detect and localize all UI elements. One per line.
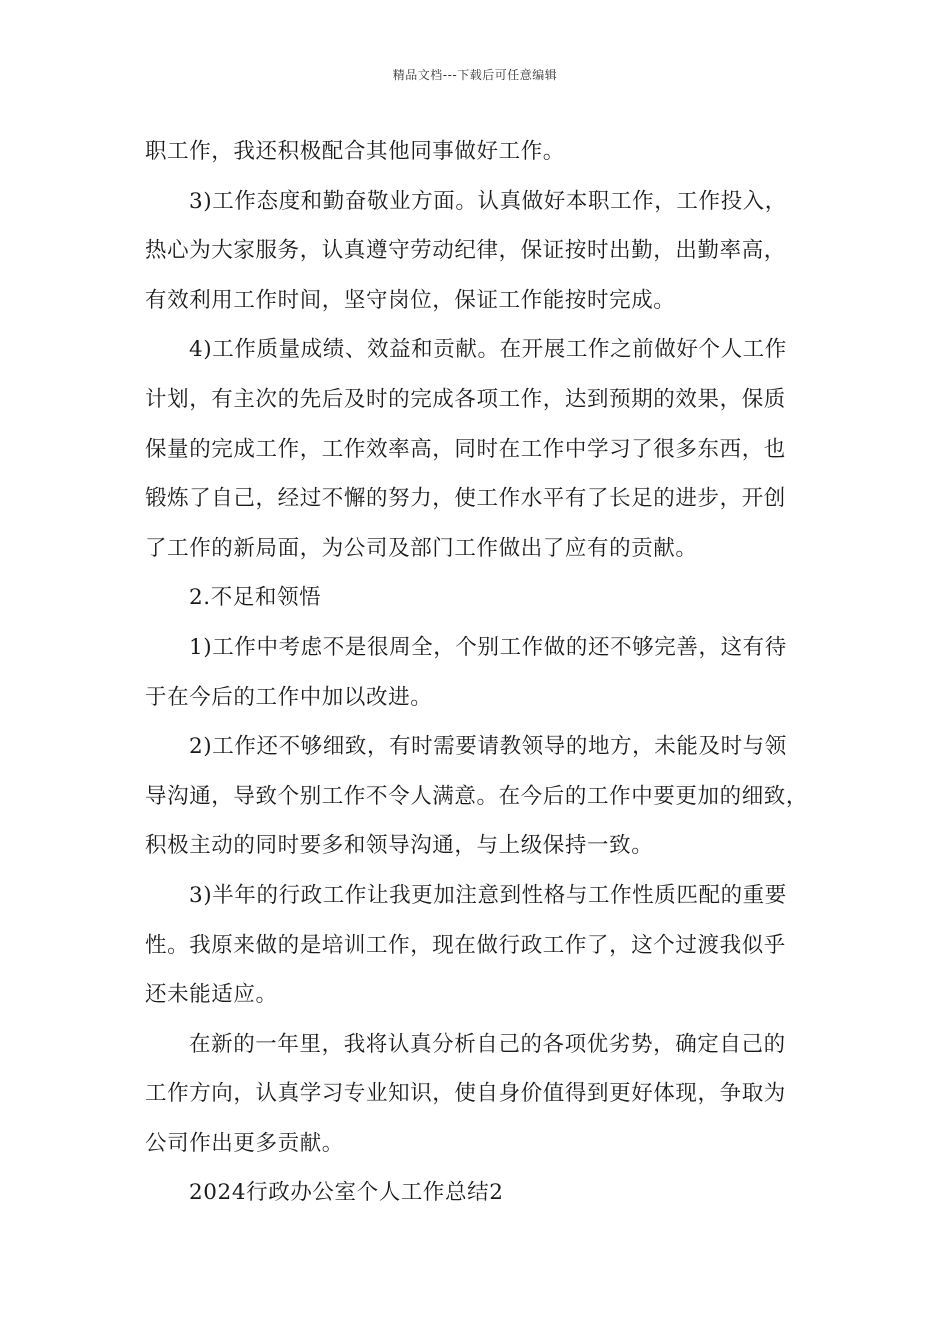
text-line: 积极主动的同时要多和领导沟通，与上级保持一致。 [145, 833, 654, 859]
document-title: 2024行政办公室个人工作总结2 [189, 1180, 504, 1206]
text-line: 职工作，我还积极配合其他同事做好工作。 [145, 139, 565, 164]
page-header: 精品文档---下载后可任意编辑 [392, 68, 558, 82]
paragraph-start-line: 在新的一年里，我将认真分析自己的各项优劣势，确定自己的 [189, 1031, 786, 1057]
text-line: 保量的完成工作，工作效率高，同时在工作中学习了很多东西，也 [145, 436, 786, 462]
text-line: 还未能适应。 [145, 982, 278, 1008]
paragraph-start-line: 3)半年的行政工作让我更加注意到性格与工作性质匹配的重要 [189, 882, 787, 908]
paragraph-start-line: 3)工作态度和勤奋敬业方面。认真做好本职工作，工作投入， [189, 188, 787, 214]
text-line: 导沟通，导致个别工作不令人满意。在今后的工作中要更加的细致， [145, 783, 809, 809]
text-line: 性。我原来做的是培训工作，现在做行政工作了，这个过渡我似乎 [145, 932, 786, 958]
paragraph-start-line: 4)工作质量成绩、效益和贡献。在开展工作之前做好个人工作 [189, 337, 787, 363]
text-line: 了工作的新局面，为公司及部门工作做出了应有的贡献。 [145, 535, 698, 561]
text-line: 有效利用工作时间，坚守岗位，保证工作能按时完成。 [145, 287, 676, 313]
section-heading: 2.不足和领悟 [189, 585, 322, 611]
text-line: 锻炼了自己，经过不懈的努力，使工作水平有了长足的进步，开创 [145, 486, 786, 512]
text-line: 于在今后的工作中加以改进。 [145, 684, 433, 710]
text-line: 公司作出更多贡献。 [145, 1130, 344, 1156]
text-line: 计划，有主次的先后及时的完成各项工作，达到预期的效果，保质 [145, 386, 786, 412]
document-body [145, 127, 817, 1218]
paragraph-start-line: 1)工作中考虑不是很周全，个别工作做的还不够完善，这有待 [189, 634, 787, 660]
paragraph-start-line: 2)工作还不够细致，有时需要请教领导的地方，未能及时与领 [189, 734, 787, 760]
text-line: 热心为大家服务，认真遵守劳动纪律，保证按时出勤，出勤率高， [145, 238, 786, 264]
text-line: 工作方向，认真学习专业知识，使自身价值得到更好体现，争取为 [145, 1081, 786, 1107]
